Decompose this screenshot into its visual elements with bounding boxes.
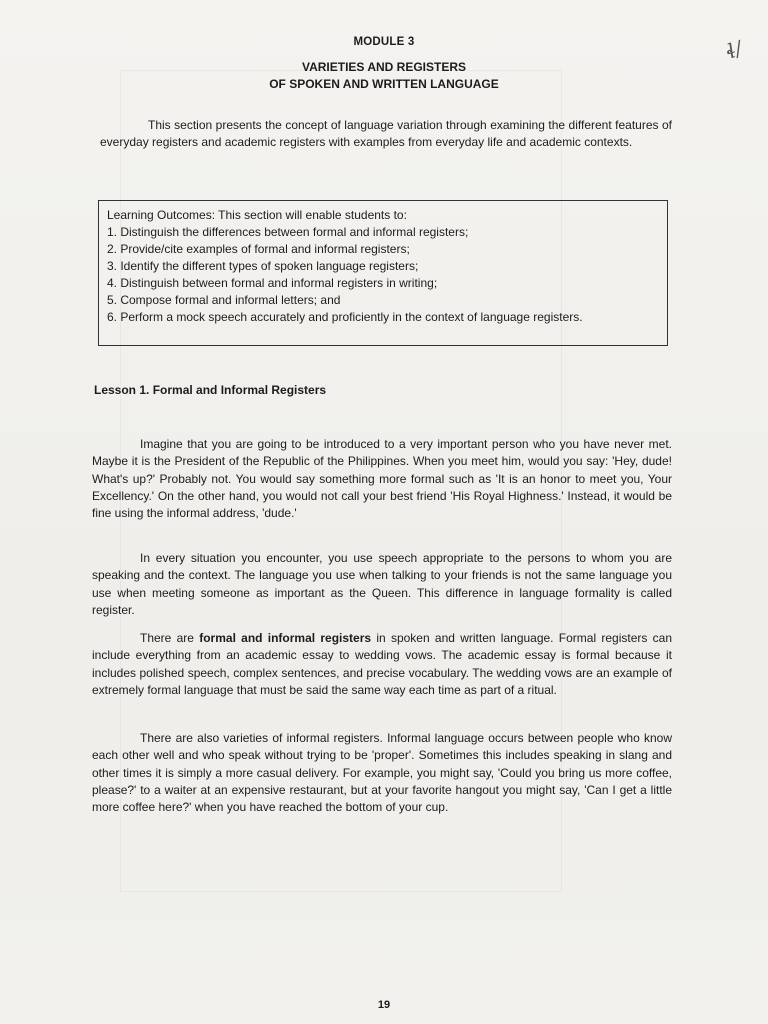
lesson-title: Lesson 1. Formal and Informal Registers bbox=[94, 383, 327, 397]
lesson-paragraph-4: There are also varieties of informal registers. Informal language occurs between people who know each other well and who speak without trying to be 'proper'. Sometimes this includes speaking in slang and other times it is simply a more casual delivery. For example, you might say, 'Could you bring us more coffee, please?' to a waiter at an expensive restaurant, but at your favorite hangout you might say, 'Can I get a little more coffee here?' when you have reached the bottom of your cup. bbox=[92, 731, 672, 815]
outcome-item: 4. Distinguish between formal and informal registers in writing; bbox=[107, 276, 438, 290]
outcome-item: 6. Perform a mock speech accurately and proficiently in the context of language registers. bbox=[107, 310, 583, 324]
lesson-paragraph-3 bbox=[92, 630, 672, 699]
lesson-paragraph-2: In every situation you encounter, you use speech appropriate to the persons to whom you are speaking and the context. The language you use when talking to your friends is not the same language you use when meeting someone as important as the Queen. This difference in language formality is called register. bbox=[92, 551, 672, 617]
outcome-item: 3. Identify the different types of spoken language registers; bbox=[107, 259, 419, 273]
learning-outcomes-list bbox=[107, 224, 659, 326]
module-title-line2: OF SPOKEN AND WRITTEN LANGUAGE bbox=[269, 77, 499, 91]
learning-outcomes-heading: Learning Outcomes: This section will enable students to: bbox=[107, 208, 407, 222]
outcome-item: 5. Compose formal and informal letters; and bbox=[107, 293, 341, 307]
outcome-item: 1. Distinguish the differences between formal and informal registers; bbox=[107, 225, 469, 239]
page-number: 19 bbox=[377, 999, 391, 1011]
intro-paragraph: This section presents the concept of language variation through examining the different features of everyday registers and academic registers with examples from everyday life and academic contexts. bbox=[100, 118, 672, 149]
module-title-line1: VARIETIES AND REGISTERS bbox=[301, 60, 467, 74]
paragraph-text: There are bbox=[140, 631, 200, 645]
learning-outcomes-box bbox=[98, 200, 668, 346]
module-label: MODULE 3 bbox=[353, 36, 415, 48]
lesson-paragraph-1: Imagine that you are going to be introduced to a very important person who you have never met. Maybe it is the President of the Republic of the Philippines. When you meet him, would you say: 'Hey, dude! What's up?' Probably not. You would say something more formal such as 'It is an honor to meet you, Your Excellency.' On the other hand, you would not call your best friend 'His Royal Highness.' Instead, it would be fine using the informal address, 'dude.' bbox=[92, 437, 672, 521]
bold-term: formal and informal registers bbox=[199, 631, 372, 645]
paragraph-text: in spoken and written language. Formal registers can include everything from an academic essay to wedding vows. The academic essay is formal because it includes polished speech, complex sentences, and precise vocabulary. The wedding vows are an example of extremely formal language that must be said the same way each time as part of a ritual. bbox=[92, 631, 673, 697]
handwritten-mark: ɬ/ bbox=[722, 36, 746, 64]
outcome-item: 2. Provide/cite examples of formal and informal registers; bbox=[107, 242, 410, 256]
